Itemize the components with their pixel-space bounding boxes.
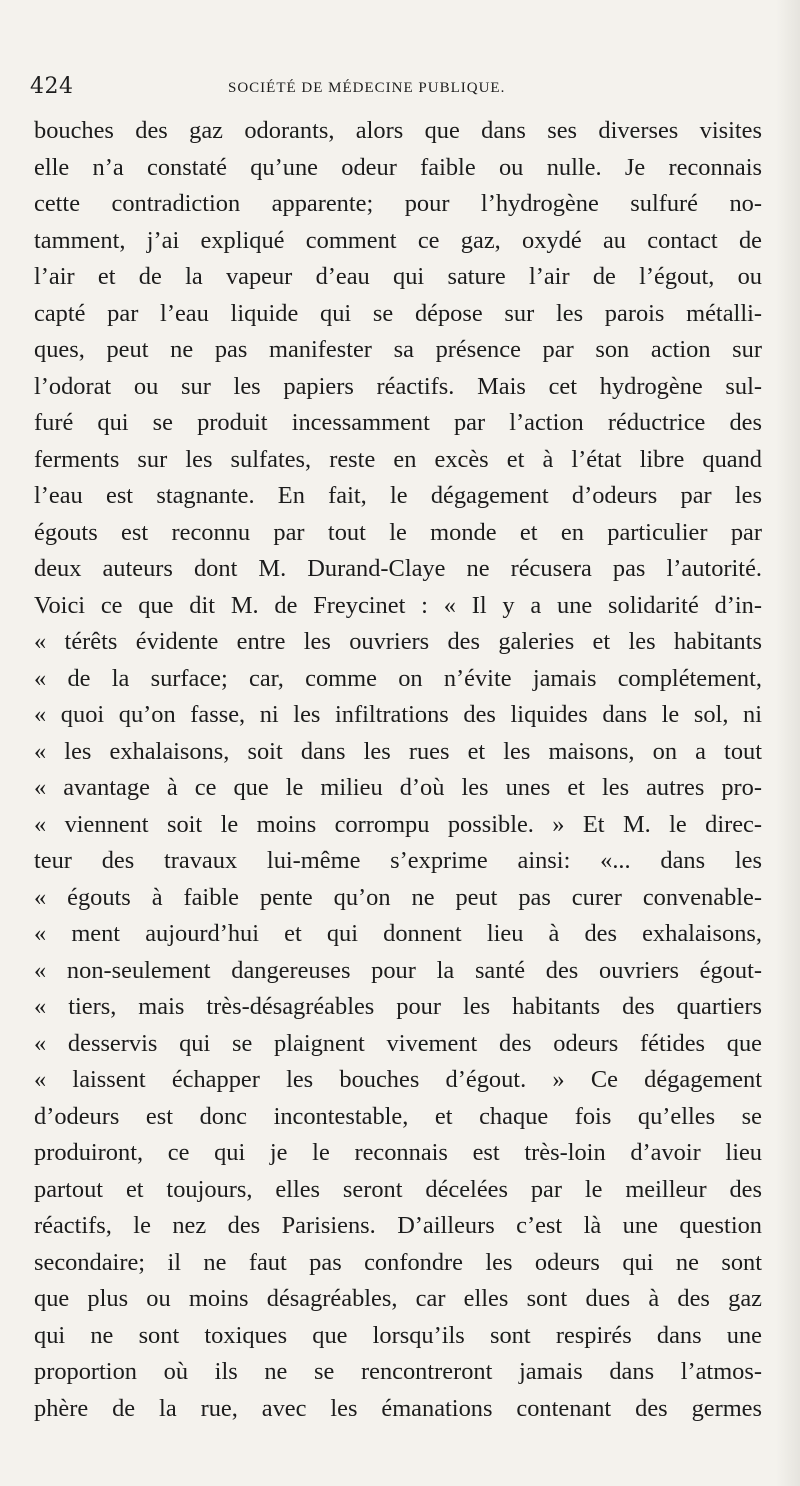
text-line: l’air et de la vapeur d’eau qui sature l’air de l’égout, ou: [34, 263, 762, 290]
text-line: « avantage à ce que le milieu d’où les unes et les autres pro-: [34, 774, 762, 801]
text-line: « ment aujourd’hui et qui donnent lieu à des exhalaisons,: [34, 920, 762, 947]
page-edge-shadow: [776, 0, 800, 1486]
text-line: teur des travaux lui-même s’exprime ainsi: «... dans les: [34, 847, 762, 874]
text-line: réactifs, le nez des Parisiens. D’ailleurs c’est là une question: [34, 1212, 762, 1239]
text-line: « laissent échapper les bouches d’égout. » Ce dégagement: [34, 1066, 762, 1093]
text-line: qui ne sont toxiques que lorsqu’ils sont respirés dans une: [34, 1321, 762, 1349]
text-line: « térêts évidente entre les ouvriers des galeries et les habitants: [34, 628, 762, 655]
page-header: [30, 74, 760, 104]
text-line: égouts est reconnu par tout le monde et en particulier par: [34, 518, 762, 546]
text-line: deux auteurs dont M. Durand-Claye ne récusera pas l’autorité.: [34, 555, 762, 582]
text-line: l’odorat ou sur les papiers réactifs. Mais cet hydrogène sul-: [34, 372, 762, 400]
text-line: secondaire; il ne faut pas confondre les odeurs qui ne sont: [34, 1248, 762, 1276]
text-line: ques, peut ne pas manifester sa présence par son action sur: [34, 336, 762, 363]
text-line: produiront, ce qui je le reconnais est très-loin d’avoir lieu: [34, 1139, 762, 1166]
text-line: « tiers, mais très-désagréables pour les habitants des quartiers: [34, 993, 762, 1020]
text-line: partout et toujours, elles seront décelées par le meilleur des: [34, 1175, 762, 1203]
text-line: que plus ou moins désagréables, car elles sont dues à des gaz: [34, 1285, 762, 1312]
text-line: « quoi qu’on fasse, ni les infiltrations des liquides dans le sol, ni: [34, 701, 762, 728]
text-line: tamment, j’ai expliqué comment ce gaz, oxydé au contact de: [34, 226, 762, 254]
text-line: « desservis qui se plaignent vivement des odeurs fétides que: [34, 1029, 762, 1057]
text-line: « de la surface; car, comme on n’évite jamais complétement,: [34, 664, 762, 692]
text-line: phère de la rue, avec les émanations contenant des germes: [34, 1394, 762, 1422]
text-line: cette contradiction apparente; pour l’hydrogène sulfuré no-: [34, 190, 762, 217]
text-line: « égouts à faible pente qu’on ne peut pas curer convenable-: [34, 883, 762, 911]
text-line: Voici ce que dit M. de Freycinet : « Il y a une solidarité d’in-: [34, 591, 762, 619]
body-text: [34, 113, 762, 1427]
text-line: l’eau est stagnante. En fait, le dégagement d’odeurs par les: [34, 482, 762, 509]
text-line: proportion où ils ne se rencontreront jamais dans l’atmos-: [34, 1358, 762, 1385]
text-line: « les exhalaisons, soit dans les rues et les maisons, on a tout: [34, 737, 762, 765]
text-line: elle n’a constaté qu’une odeur faible ou nulle. Je reconnais: [34, 153, 762, 181]
text-line: ferments sur les sulfates, reste en excès et à l’état libre quand: [34, 445, 762, 473]
text-line: « non-seulement dangereuses pour la santé des ouvriers égout-: [34, 956, 762, 984]
text-line: capté par l’eau liquide qui se dépose sur les parois métalli-: [34, 299, 762, 327]
page-number: 424: [30, 74, 74, 99]
text-line: d’odeurs est donc incontestable, et chaque fois qu’elles se: [34, 1102, 762, 1130]
running-head: SOCIÉTÉ DE MÉDECINE PUBLIQUE.: [228, 80, 506, 96]
text-line: bouches des gaz odorants, alors que dans ses diverses visites: [34, 117, 762, 144]
text-line: « viennent soit le moins corrompu possible. » Et M. le direc-: [34, 810, 762, 838]
text-line: furé qui se produit incessamment par l’action réductrice des: [34, 409, 762, 436]
